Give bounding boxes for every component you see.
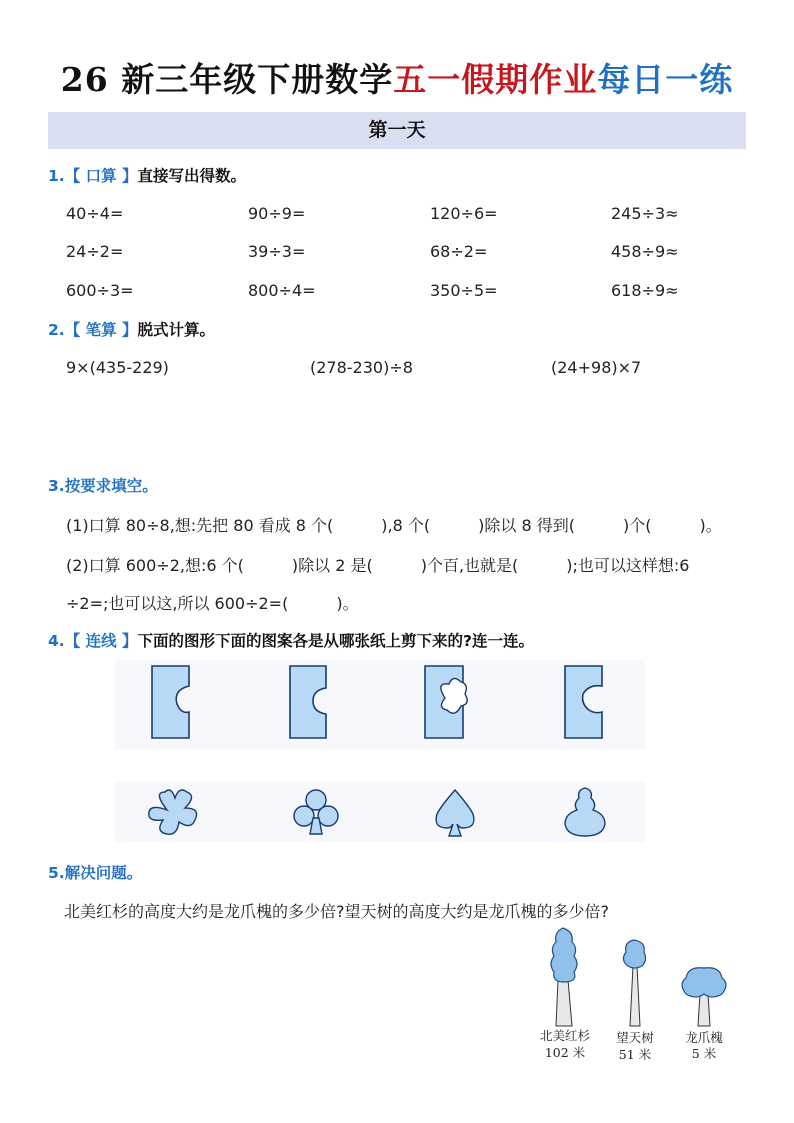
calc-item: 24÷2=	[66, 242, 124, 261]
card-arc-cut[interactable]	[565, 666, 602, 738]
calc-item: 245÷3≈	[611, 204, 679, 223]
fill-blank-line-3: ÷2=;也可以这,所以 600÷2=( )。	[66, 594, 359, 613]
spade-pattern[interactable]	[436, 790, 474, 836]
redwood-tree-icon	[551, 928, 577, 1026]
calc-item: 39÷3=	[248, 242, 306, 261]
cut-patterns-row	[115, 782, 645, 842]
section4-heading	[48, 629, 534, 651]
trees-illustration	[528, 922, 748, 1067]
cut-cards-row	[115, 660, 645, 750]
tree-height-label: 51 米	[618, 1047, 652, 1062]
calc-item: 120÷6=	[430, 204, 498, 223]
card-flower-cut[interactable]	[425, 666, 467, 738]
tree-name-label: 北美红杉	[539, 1028, 591, 1043]
section3-number: 3.	[48, 477, 65, 495]
section1-instruction: 直接写出得数。	[137, 167, 246, 185]
calc-item: 458÷9≈	[611, 242, 679, 261]
section2-instruction: 脱式计算。	[137, 321, 215, 339]
calc-item: 618÷9≈	[611, 281, 679, 300]
section2-tag: 【 笔算 】	[64, 321, 138, 339]
written-calc-item: (278-230)÷8	[310, 358, 413, 377]
calc-item: 40÷4=	[66, 204, 124, 223]
fill-blank-line-2: (2)口算 600÷2,想:6 个( )除以 2 是( )个百,也就是( );也可以这样想:6	[66, 556, 690, 575]
tree-name-label: 龙爪槐	[685, 1030, 723, 1045]
section2-number: 2.	[48, 321, 65, 339]
calc-item: 68÷2=	[430, 242, 488, 261]
gourd-pattern[interactable]	[565, 788, 605, 836]
card-semicircle-cut[interactable]	[290, 666, 326, 738]
section5-number: 5.	[48, 864, 65, 882]
page-title	[0, 54, 794, 101]
card-wave-cut[interactable]	[152, 666, 189, 738]
flower-pattern[interactable]	[149, 790, 197, 834]
calc-item: 600÷3=	[66, 281, 134, 300]
tree-height-label: 5 米	[691, 1046, 717, 1061]
section1-number: 1.	[48, 167, 65, 185]
title-highlight-blue: 每日一练	[597, 60, 734, 99]
section3-instruction: 按要求填空。	[64, 477, 158, 495]
section2-heading	[48, 318, 215, 340]
title-prefix: 26 新三年级下册数学	[60, 60, 394, 99]
section4-instruction: 下面的图形下面的图案各是从哪张纸上剪下来的?连一连。	[137, 632, 534, 650]
section5-instruction: 解决问题。	[64, 864, 143, 882]
word-problem-question: 北美红杉的高度大约是龙爪槐的多少倍?望天树的高度大约是龙爪槐的多少倍?	[64, 902, 609, 921]
section1-heading	[48, 164, 246, 186]
section4-number: 4.	[48, 632, 65, 650]
tree-name-label: 望天树	[616, 1030, 654, 1045]
fill-blank-line-1: (1)口算 80÷8,想:先把 80 看成 8 个( ),8 个( )除以 8 得到( )个( )。	[66, 516, 722, 535]
written-calc-item: (24+98)×7	[551, 358, 642, 377]
section4-tag: 【 连线 】	[64, 632, 138, 650]
club-pattern[interactable]	[294, 790, 338, 834]
tree-height-label: 102 米	[544, 1045, 586, 1060]
day-banner: 第一天	[48, 112, 746, 149]
calc-item: 800÷4=	[248, 281, 316, 300]
pagoda-tree-icon	[682, 968, 726, 1026]
title-highlight-red: 五一假期作业	[393, 60, 598, 99]
section5-heading	[48, 861, 142, 883]
parashorea-tree-icon	[623, 940, 645, 1026]
written-calc-item: 9×(435-229)	[66, 358, 169, 377]
section1-tag: 【 口算 】	[64, 167, 138, 185]
calc-item: 350÷5=	[430, 281, 498, 300]
section3-heading	[48, 474, 158, 496]
calc-item: 90÷9=	[248, 204, 306, 223]
